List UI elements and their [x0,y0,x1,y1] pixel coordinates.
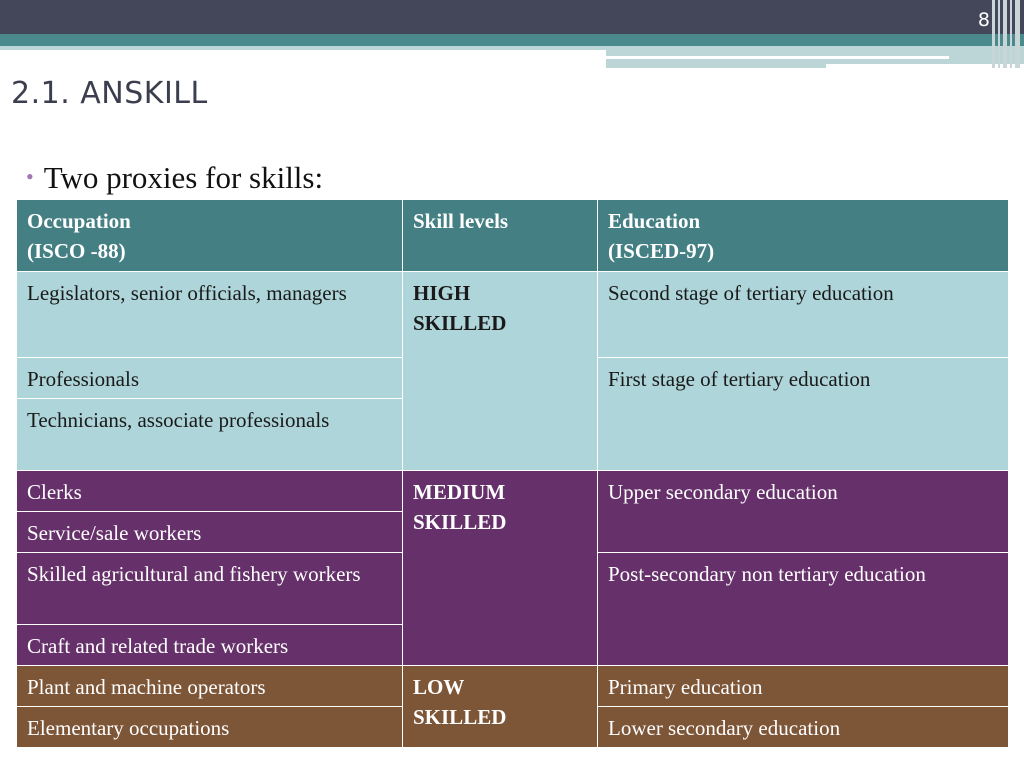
education-cell: Second stage of tertiary education [598,272,1009,358]
skill-level-low-line1: LOW [413,675,465,699]
skills-table [16,199,1009,748]
occupation-cell: Skilled agricultural and fishery workers [17,553,403,625]
header-education [598,200,1009,272]
header-accent-stripe [606,56,949,59]
top-bar [0,0,1024,34]
table-row [17,471,1009,512]
table-header-row [17,200,1009,272]
bullet-item [26,160,323,196]
header-occupation-line1: Occupation [27,209,131,233]
table-row [17,666,1009,707]
bullet-text: Two proxies for skills: [43,160,324,195]
header-occupation-line2: (ISCO -88) [27,239,126,263]
skill-level-medium-line2: SKILLED [413,510,507,534]
slide-title: 2.1. ANSKILL [11,76,208,111]
skill-level-low-line2: SKILLED [413,705,507,729]
occupation-cell: Clerks [17,471,403,512]
skill-level-high-line1: HIGH [413,281,471,305]
occupation-cell: Service/sale workers [17,512,403,553]
table-row [17,272,1009,358]
occupation-cell: Legislators, senior officials, managers [17,272,403,358]
occupation-cell: Technicians, associate professionals [17,399,403,471]
skill-level-medium-line1: MEDIUM [413,480,506,504]
education-cell: First stage of tertiary education [598,358,1009,471]
skill-level-medium [403,471,598,666]
bullet-icon: • [26,164,34,189]
header-skill-levels-label: Skill levels [413,209,509,233]
header-accent-line [0,46,606,50]
occupation-cell: Elementary occupations [17,707,403,748]
header-education-line1: Education [608,209,701,233]
page-number: 8 [977,9,990,31]
header-skill-levels [403,200,598,272]
decorative-stripes [990,0,1024,68]
skill-level-low [403,666,598,748]
education-cell: Post-secondary non tertiary education [598,553,1009,666]
education-cell: Primary education [598,666,1009,707]
occupation-cell: Craft and related trade workers [17,625,403,666]
occupation-cell: Plant and machine operators [17,666,403,707]
occupation-cell: Professionals [17,358,403,399]
education-cell: Lower secondary education [598,707,1009,748]
header-band [0,34,1024,46]
education-cell: Upper secondary education [598,471,1009,553]
skill-level-high-line2: SKILLED [413,311,507,335]
header-occupation [17,200,403,272]
skill-level-high [403,272,598,471]
header-education-line2: (ISCED-97) [608,239,715,263]
